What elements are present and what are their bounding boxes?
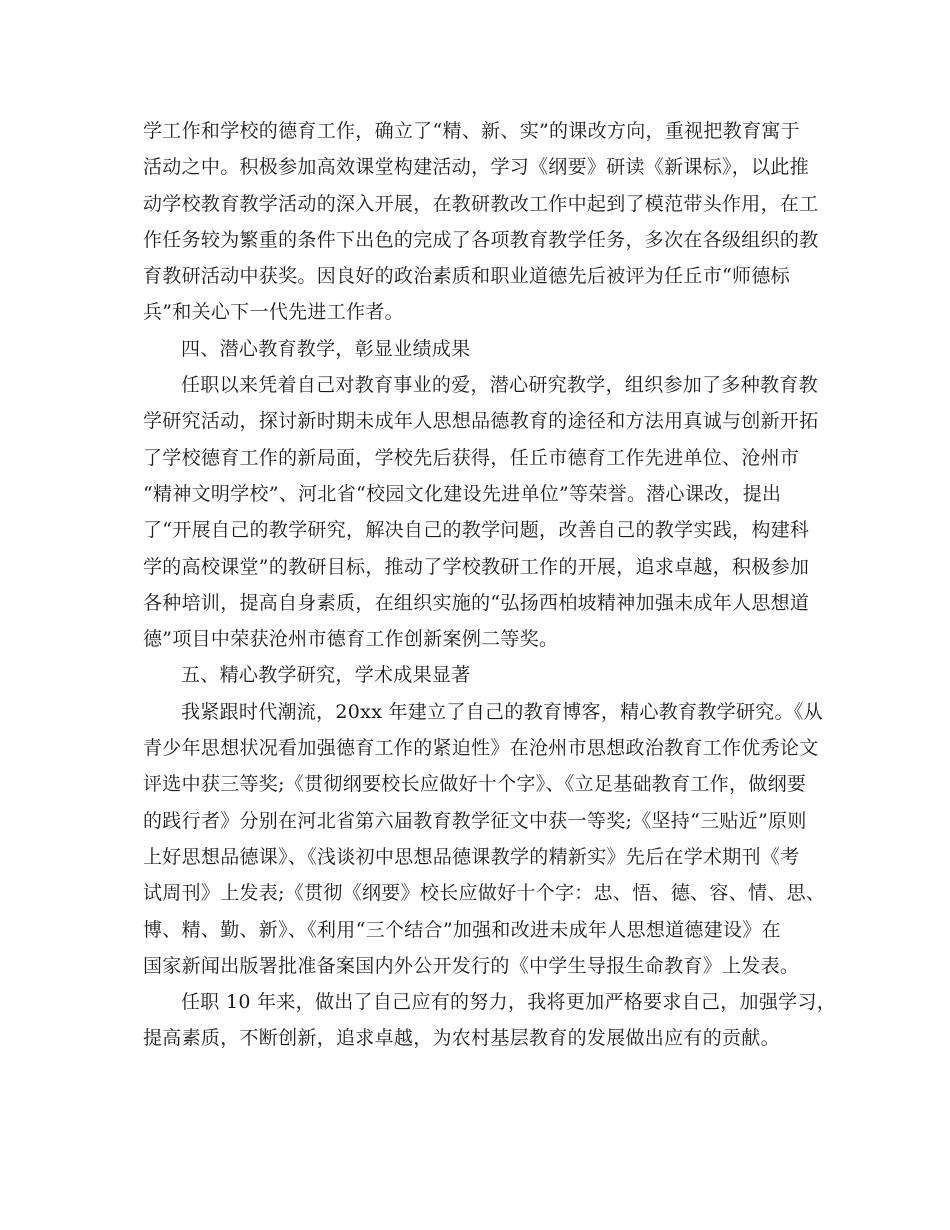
text-line: 学的高校课堂”的教研目标，推动了学校教研工作的开展，追求卓越，积极参加 [143, 555, 810, 578]
text-line: 学研究活动，探讨新时期未成年人思想品德教育的途径和方法用真诚与创新开拓 [143, 410, 819, 433]
text-line: 德”项目中荣获沧州市德育工作创新案例二等奖。 [143, 628, 559, 651]
text-line: 我紧跟时代潮流，20xx 年建立了自己的教育博客，精心教育教学研究。《从 [181, 700, 823, 723]
text-line: 上好思想品德课》、《浅谈初中思想品德课教学的精新实》先后在学术期刊《考 [143, 845, 800, 868]
text-line: 各种培训，提高自身素质，在组织实施的“弘扬西柏坡精神加强未成年人思想道 [143, 591, 810, 614]
section-heading-4: 四、潜心教育教学，彰显业绩成果 [181, 337, 471, 360]
paragraph-conclusion [143, 984, 837, 1057]
text-line: 育教研活动中获奖。因良好的政治素质和职业道德先后被评为任丘市“师德标 [143, 265, 790, 288]
section-heading-5: 五、精心教学研究，学术成果显著 [181, 664, 471, 687]
text-line: 博、精、勤、新》、《利用“三个结合”加强和改进未成年人思想道德建设》在 [143, 918, 781, 941]
text-line: 了学校德育工作的新局面，学校先后获得，任丘市德育工作先进单位、沧州市 [143, 446, 800, 469]
text-line: “精神文明学校”、河北省“校园文化建设先进单位”等荣誉。潜心课改，提出 [143, 482, 782, 505]
text-line: 提高素质，不断创新，追求卓越，为农村基层教育的发展做出应有的贡献。 [143, 1027, 780, 1050]
paragraph-continuation [143, 113, 819, 331]
text-line: 青少年思想状况看加强德育工作的紧迫性》在沧州市思想政治教育工作优秀论文 [143, 737, 819, 760]
text-line: 作任务较为繁重的条件下出色的完成了各项教育教学任务，多次在各级组织的教 [143, 228, 819, 251]
text-line: 兵”和关心下一代先进工作者。 [143, 301, 404, 324]
document-body [143, 113, 837, 1057]
text-line: 的践行者》分别在河北省第六届教育教学征文中获一等奖;《坚持“三贴近”原则 [143, 809, 807, 832]
text-line: 评选中获三等奖;《贯彻纲要校长应做好十个字》、《立足基础教育工作，做纲要 [143, 773, 807, 796]
text-line: 任职 10 年来，做出了自己应有的努力，我将更加严格要求自己，加强学习， [181, 991, 837, 1014]
text-line: 动学校教育教学活动的深入开展，在教研教改工作中起到了模范带头作用，在工 [143, 192, 819, 215]
text-line: 国家新闻出版署批准备案国内外公开发行的《中学生导报生命教育》上发表。 [143, 954, 800, 977]
paragraph-achievements [143, 367, 819, 657]
text-line: 学工作和学校的德育工作，确立了“精、新、实”的课改方向，重视把教育寓于 [143, 120, 800, 142]
text-line: 了“开展自己的教学研究，解决自己的教学问题，改善自己的教学实践，构建科 [143, 519, 810, 542]
text-line: 试周刊》上发表;《贯彻《纲要》校长应做好十个字：忠、悟、德、容、情、思、 [143, 882, 826, 905]
paragraph-research [143, 694, 826, 984]
text-line: 任职以来凭着自己对教育事业的爱，潜心研究教学，组织参加了多种教育教 [181, 374, 818, 397]
text-line: 活动之中。积极参加高效课堂构建活动，学习《纲要》研读《新课标》，以此推 [143, 156, 810, 179]
